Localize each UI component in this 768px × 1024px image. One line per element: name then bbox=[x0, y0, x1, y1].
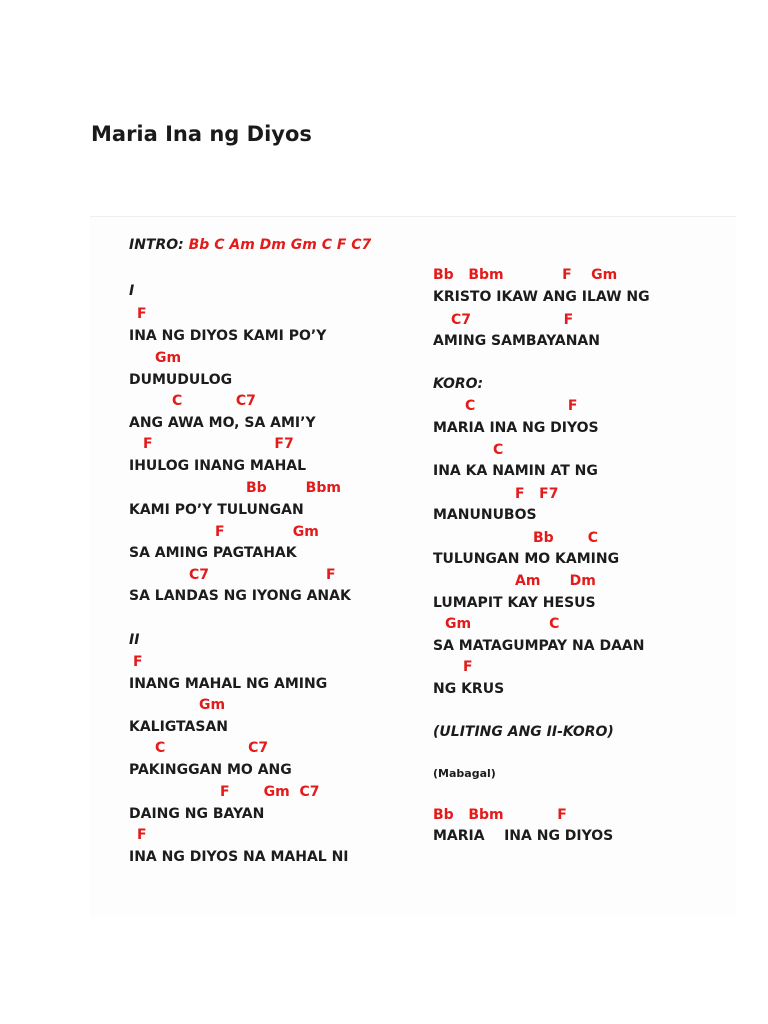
chord-line: F bbox=[133, 654, 143, 670]
lyric-line: SA MATAGUMPAY NA DAAN bbox=[433, 638, 645, 654]
lyric-line: SA LANDAS NG IYONG ANAK bbox=[129, 588, 351, 604]
lyric-line: KRISTO IKAW ANG ILAW NG bbox=[433, 289, 650, 305]
lyric-line: NG KRUS bbox=[433, 681, 505, 697]
lyric-line: TULUNGAN MO KAMING bbox=[433, 551, 620, 567]
chord-line: F F7 bbox=[143, 436, 294, 452]
chord-line: Bb C bbox=[533, 530, 599, 546]
lyric-line: MARIA INA NG DIYOS bbox=[433, 828, 614, 844]
chord-line: Gm bbox=[199, 697, 226, 713]
chord-line: F bbox=[137, 827, 147, 843]
lyric-line: DUMUDULOG bbox=[129, 372, 233, 388]
koro-label: KORO: bbox=[433, 376, 484, 392]
page-title: Maria Ina ng Diyos bbox=[91, 122, 312, 146]
chord-line: C C7 bbox=[172, 393, 256, 409]
lyric-line: MANUNUBOS bbox=[433, 507, 537, 523]
lyric-line: LUMAPIT KAY HESUS bbox=[433, 595, 596, 611]
song-sheet-image bbox=[90, 216, 736, 917]
chord-line: F bbox=[463, 659, 473, 675]
chord-line: F Gm bbox=[215, 524, 319, 540]
lyric-line: ANG AWA MO, SA AMI’Y bbox=[129, 415, 316, 431]
lyric-line: INA KA NAMIN AT NG bbox=[433, 463, 598, 479]
chord-line: Gm C bbox=[445, 616, 560, 632]
chord-line: Bb Bbm bbox=[246, 480, 341, 496]
intro-label: INTRO: bbox=[129, 237, 189, 253]
repeat-note: (ULITING ANG II-KORO) bbox=[433, 724, 614, 740]
chord-line: C7 F bbox=[451, 312, 574, 328]
lyric-line: PAKINGGAN MO ANG bbox=[129, 762, 292, 778]
tempo-note: (Mabagal) bbox=[433, 767, 496, 780]
chord-line: F Gm C7 bbox=[220, 784, 320, 800]
chord-line: C F bbox=[465, 398, 578, 414]
lyric-line: AMING SAMBAYANAN bbox=[433, 333, 600, 349]
verse-2-label: II bbox=[129, 632, 140, 648]
lyric-line: KAMI PO’Y TULUNGAN bbox=[129, 502, 304, 518]
lyric-line: MARIA INA NG DIYOS bbox=[433, 420, 599, 436]
chord-line: F bbox=[137, 306, 147, 322]
lyric-line: DAING NG BAYAN bbox=[129, 806, 265, 822]
chord-line: Am Dm bbox=[515, 573, 596, 589]
chord-line: Bb Bbm F bbox=[433, 807, 567, 823]
chord-line: Bb Bbm F Gm bbox=[433, 267, 618, 283]
intro-chords: Bb C Am Dm Gm C F C7 bbox=[188, 237, 372, 253]
intro-line bbox=[129, 236, 371, 254]
chord-line: Gm bbox=[155, 350, 182, 366]
lyric-line: INA NG DIYOS KAMI PO’Y bbox=[129, 328, 327, 344]
lyric-line: INA NG DIYOS NA MAHAL NI bbox=[129, 849, 349, 865]
lyric-line: INANG MAHAL NG AMING bbox=[129, 676, 328, 692]
lyric-line: KALIGTASAN bbox=[129, 719, 228, 735]
lyric-line: SA AMING PAGTAHAK bbox=[129, 545, 297, 561]
lyric-line: IHULOG INANG MAHAL bbox=[129, 458, 307, 474]
chord-line: C C7 bbox=[155, 740, 269, 756]
verse-1-label: I bbox=[129, 283, 135, 299]
chord-line: C bbox=[493, 442, 504, 458]
chord-line: C7 F bbox=[189, 567, 336, 583]
chord-line: F F7 bbox=[515, 486, 559, 502]
